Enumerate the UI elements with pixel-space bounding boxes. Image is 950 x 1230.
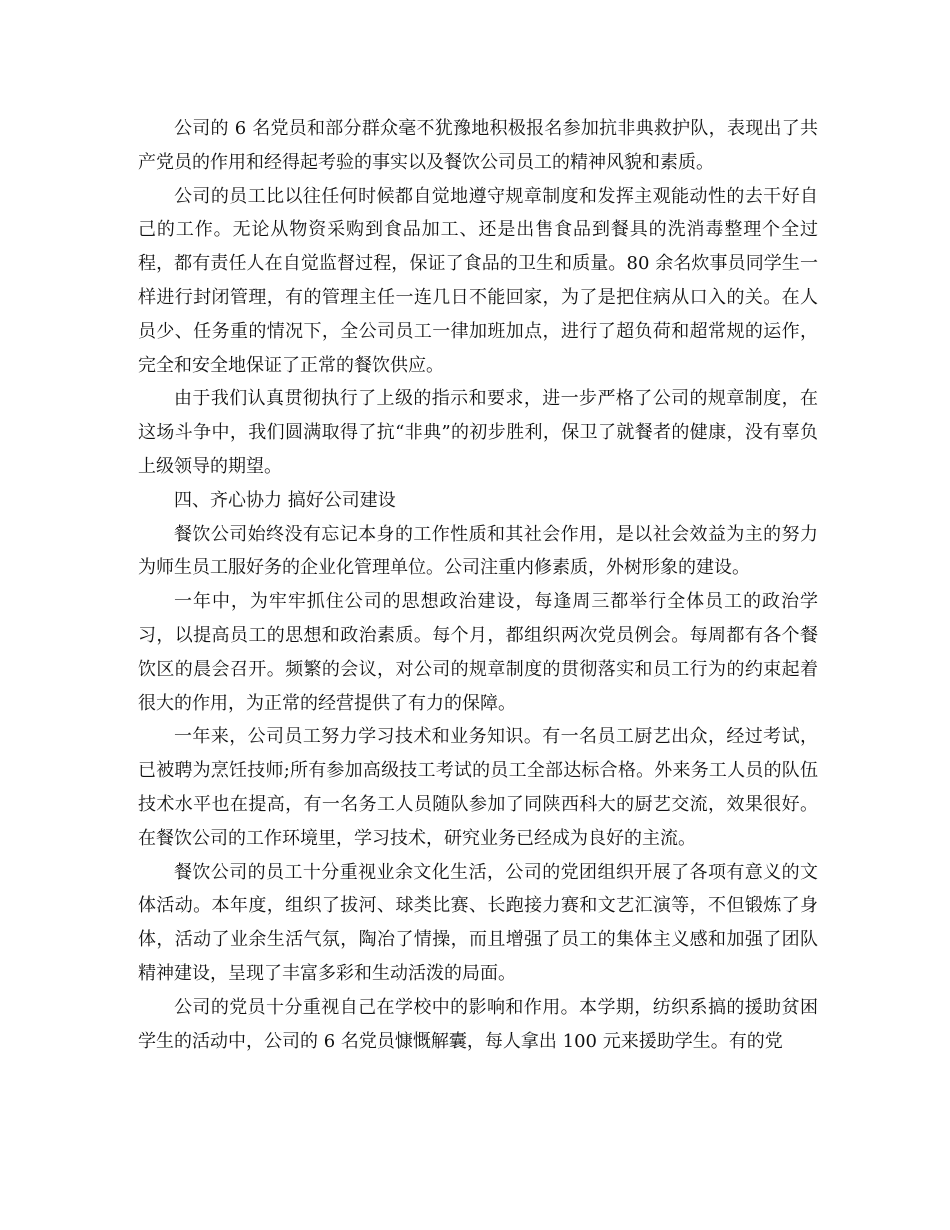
section-heading-company-building: 四、齐心协力 搞好公司建设 [174, 489, 396, 511]
paragraph-staff-discipline: 公司的员工比以往任何时候都自觉地遵守规章制度和发挥主观能动性的去干好自己的工作。无论从物资采购到食品加工、还是出售食品到餐具的洗消毒整理个全过程，都有责任人在自觉监督过程，保证了食品的卫生和质量。80 余名炊事员同学生一样进行封闭管理，有的管理主任一连几日不能回家，为了是把住病从口入的关。在人员少、任务重的情况下，全公司员工一律加班加点，进行了超负荷和超常规的运作，完全和安全地保证了正常的餐饮供应。 [138, 185, 818, 376]
paragraph-political-study: 一年中，为牢牢抓住公司的思想政治建设，每逢周三都举行全体员工的政治学习，以提高员工的思想和政治素质。每个月，都组织两次党员例会。每周都有各个餐饮区的晨会召开。频繁的会议，对公司的规章制度的贯彻落实和员工行为的约束起着很大的作用，为正常的经营提供了有力的保障。 [138, 591, 818, 714]
paragraph-skills-learning: 一年来，公司员工努力学习技术和业务知识。有一名员工厨艺出众，经过考试，已被聘为烹饪技师;所有参加高级技工考试的员工全部达标合格。外来务工人员的队伍技术水平也在提高，有一名务工人员随队参加了同陕西科大的厨艺交流，效果很好。在餐饮公司的工作环境里，学习技术，研究业务已经成为良好的主流。 [138, 726, 818, 849]
paragraph-party-influence: 公司的党员十分重视自己在学校中的影响和作用。本学期，纺织系搞的援助贫困学生的活动中，公司的 6 名党员慷慨解囊，每人拿出 100 元来援助学生。有的党 [138, 996, 818, 1052]
document-page [138, 112, 818, 1058]
paragraph-company-nature: 餐饮公司始终没有忘记本身的工作性质和其社会作用，是以社会效益为主的努力为师生员工服好务的企业化管理单位。公司注重内修素质，外树形象的建设。 [138, 523, 818, 579]
paragraph-cultural-life: 餐饮公司的员工十分重视业余文化生活，公司的党团组织开展了各项有意义的文体活动。本年度，组织了拔河、球类比赛、长跑接力赛和文艺汇演等，不但锻炼了身体，活动了业余生活气氛，陶冶了情操，而且增强了员工的集体主义感和加强了团队精神建设，呈现了丰富多彩和生动活泼的局面。 [138, 861, 818, 984]
paragraph-sars-victory: 由于我们认真贯彻执行了上级的指示和要求，进一步严格了公司的规章制度，在这场斗争中，我们圆满取得了抗“非典”的初步胜利，保卫了就餐者的健康，没有辜负上级领导的期望。 [138, 388, 818, 477]
paragraph-party-members-volunteer: 公司的 6 名党员和部分群众毫不犹豫地积极报名参加抗非典救护队，表现出了共产党员的作用和经得起考验的事实以及餐饮公司员工的精神风貌和素质。 [138, 118, 818, 173]
